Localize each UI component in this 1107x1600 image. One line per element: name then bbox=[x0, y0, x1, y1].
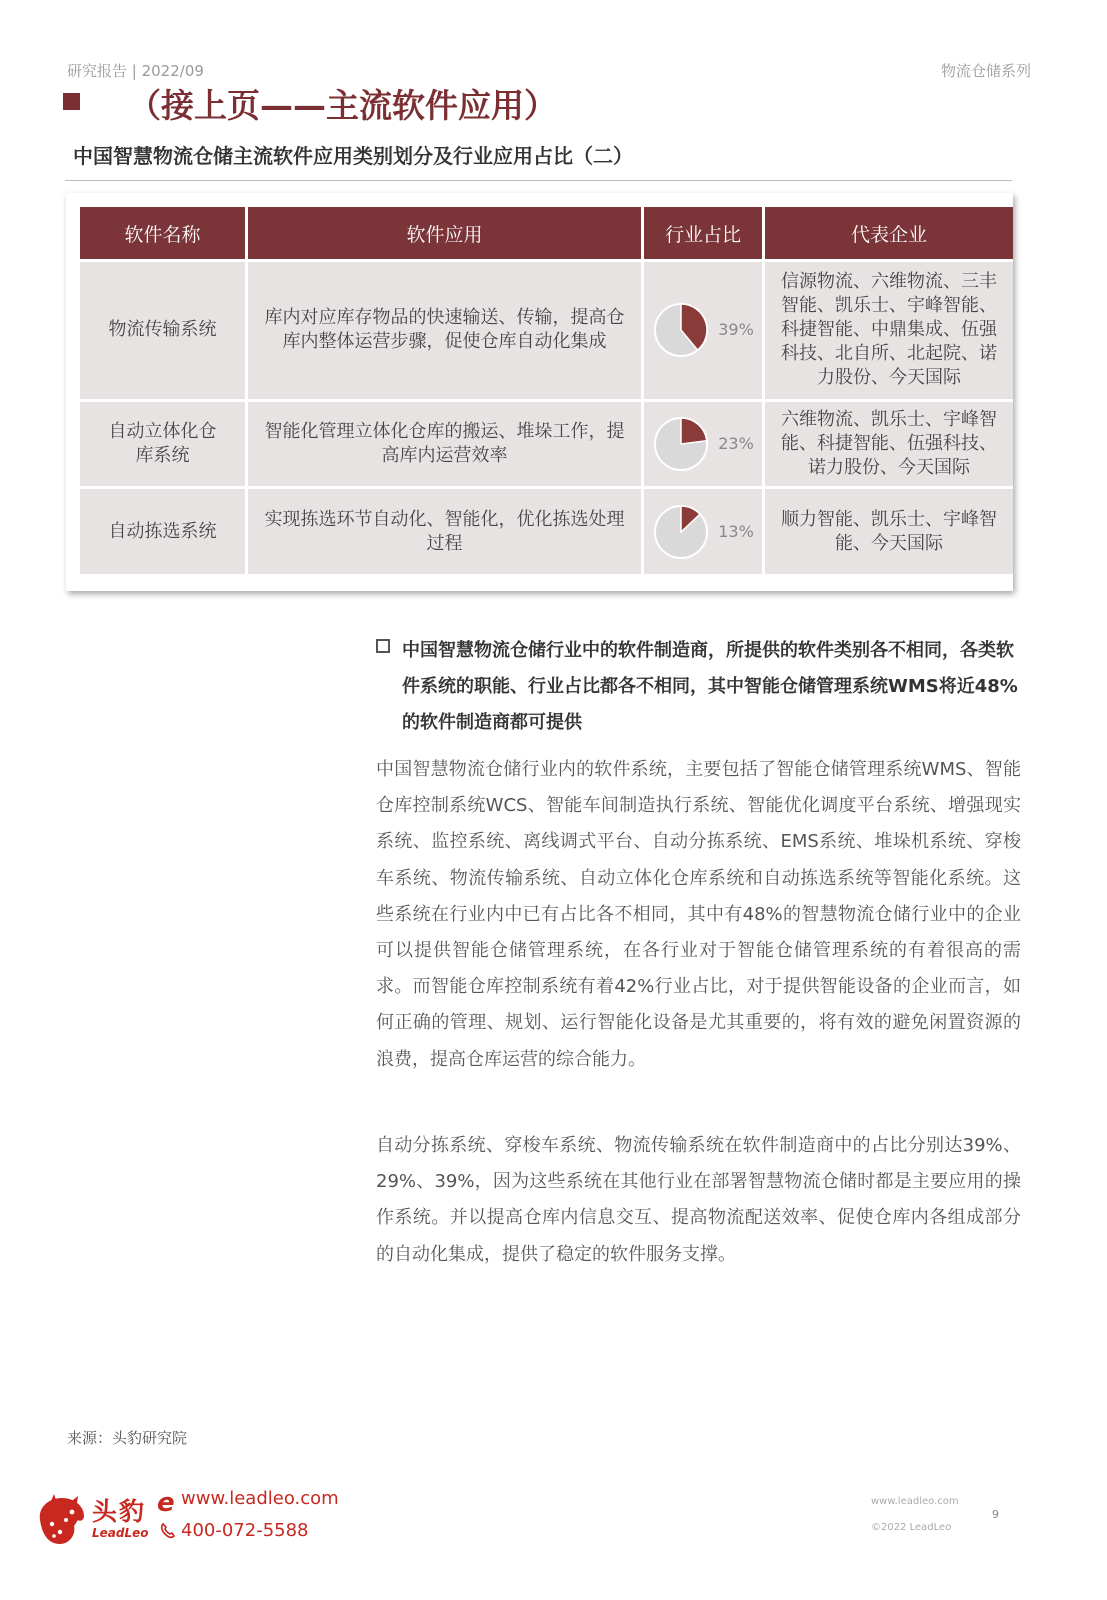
logo-text-cn: 头豹 bbox=[92, 1497, 147, 1526]
report-header-left: 研究报告 | 2022/09 bbox=[67, 62, 204, 80]
key-point-text: 中国智慧物流仓储行业中的软件制造商，所提供的软件类别各不相同，各类软件系统的职能、行业占比都各不相同，其中智能仓储管理系统WMS将近48%的软件制造商都可提供 bbox=[402, 640, 1018, 733]
representative-companies: 顺力智能、凯乐士、宇峰智能、今天国际 bbox=[765, 489, 1013, 574]
software-application: 库内对应库存物品的快速输送、传输，提高仓库内整体运营步骤，促使仓库自动化集成 bbox=[248, 262, 641, 399]
share-label: 23% bbox=[718, 434, 754, 454]
column-header: 软件应用 bbox=[248, 207, 641, 259]
share-cell bbox=[644, 262, 762, 399]
website-link[interactable]: www.leadleo.com bbox=[181, 1488, 339, 1509]
share-label: 13% bbox=[718, 521, 754, 541]
leopard-logo-icon bbox=[34, 1490, 90, 1550]
phone-number: 400-072-5588 bbox=[181, 1520, 309, 1541]
body-paragraph: 自动分拣系统、穿梭车系统、物流传输系统在软件制造商中的占比分别达39%、29%、39%，因为这些系统在其他行业在部署智慧物流仓储时都是主要应用的操作系统。并以提高仓库内信息交互、提高物流配送效率、促使仓库内各组成部分的自动化集成，提供了稳定的软件服务支撑。 bbox=[376, 1135, 1021, 1265]
share-label: 39% bbox=[718, 320, 754, 340]
e-icon: e bbox=[157, 1488, 175, 1518]
column-header: 行业占比 bbox=[644, 207, 762, 259]
software-name: 自动拣选系统 bbox=[80, 489, 245, 574]
software-application: 实现拣选环节自动化、智能化，优化拣选处理过程 bbox=[248, 489, 641, 574]
software-name: 物流传输系统 bbox=[80, 262, 245, 399]
share-cell bbox=[644, 402, 762, 487]
body-paragraph: 中国智慧物流仓储行业内的软件系统，主要包括了智能仓储管理系统WMS、智能仓库控制系统WCS、智能车间制造执行系统、智能优化调度平台系统、增强现实系统、监控系统、离线调式平台、自动分拣系统、EMS系统、堆垛机系统、穿梭车系统、物流传输系统、自动立体化仓库系统和自动拣选系统等智能化系统。这些系统在行业内中已有占比各不相同，其中有48%的智慧物流仓储行业中的企业可以提供智能仓储管理系统，在各行业对于智能仓储管理系统的有着很高的需求。而智能仓库控制系统有着42%行业占比，对于提供智能设备的企业而言，如何正确的管理、规划、运行智能化设备是尤其重要的，将有效的避免闲置资源的浪费，提高仓库运营的综合能力。 bbox=[376, 759, 1021, 1070]
page-number: 9 bbox=[992, 1508, 999, 1521]
software-table-card bbox=[66, 193, 1013, 591]
footer-url: www.leadleo.com bbox=[871, 1496, 959, 1507]
table-row bbox=[80, 262, 1013, 399]
divider bbox=[65, 180, 1012, 181]
pie-share-slice bbox=[681, 418, 707, 444]
column-header: 软件名称 bbox=[80, 207, 245, 259]
table-row bbox=[80, 402, 1013, 487]
share-pie bbox=[652, 415, 710, 473]
software-name: 自动立体化仓库系统 bbox=[80, 402, 245, 487]
checkbox-icon bbox=[376, 639, 390, 653]
section-subtitle: 中国智慧物流仓储主流软件应用类别划分及行业应用占比（二） bbox=[73, 144, 633, 168]
table-row bbox=[80, 489, 1013, 574]
share-pie bbox=[652, 301, 710, 359]
column-header: 代表企业 bbox=[765, 207, 1013, 259]
representative-companies: 信源物流、六维物流、三丰智能、凯乐士、宇峰智能、科捷智能、中鼎集成、伍强科技、北自所、北起院、诺力股份、今天国际 bbox=[765, 262, 1013, 399]
square-bullet-icon bbox=[63, 93, 80, 110]
software-table bbox=[77, 204, 1016, 577]
table-header-row bbox=[80, 207, 1013, 259]
share-cell bbox=[644, 489, 762, 574]
logo-text-en: LeadLeo bbox=[92, 1526, 149, 1540]
key-point bbox=[376, 633, 1021, 741]
phone-icon bbox=[160, 1522, 176, 1540]
share-pie bbox=[652, 503, 710, 561]
footer-copyright: ©2022 LeadLeo bbox=[871, 1522, 952, 1533]
page-title: （接上页——主流软件应用） bbox=[128, 86, 557, 125]
software-application: 智能化管理立体化仓库的搬运、堆垛工作，提高库内运营效率 bbox=[248, 402, 641, 487]
source-note: 来源：头豹研究院 bbox=[67, 1429, 188, 1447]
representative-companies: 六维物流、凯乐士、宇峰智能、科捷智能、伍强科技、诺力股份、今天国际 bbox=[765, 402, 1013, 487]
report-series: 物流仓储系列 bbox=[940, 62, 1031, 80]
